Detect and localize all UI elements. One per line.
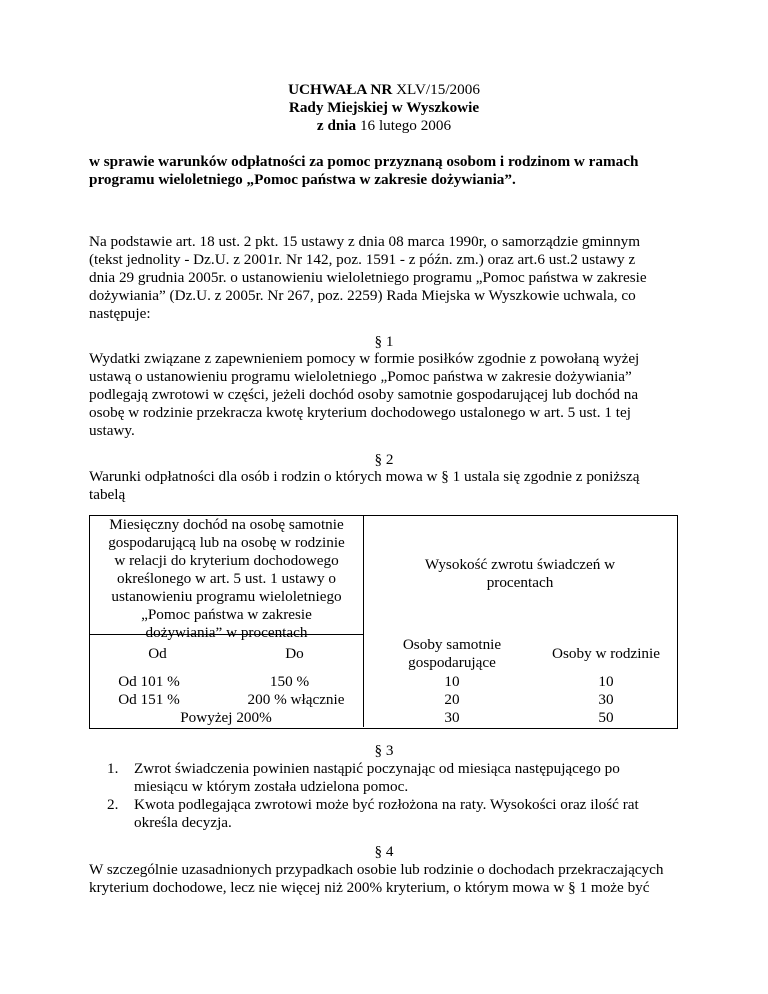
section-2-title: § 2 <box>374 451 394 468</box>
section-1-line: osobę w rodzinie przekracza kwotę kryterium dochodowego ustalonego w art. 5 ust. 1 tej <box>89 404 631 421</box>
left-header-line: „Pomoc państwa w zakresie <box>141 606 312 623</box>
left-header-line: gospodarującą lub na osobę w rodzinie <box>108 534 345 551</box>
list-item-2-line: Kwota podlegająca zwrotowi może być rozłożona na raty. Wysokości oraz ilość rat <box>134 796 639 813</box>
preamble-line: dnia 29 grudnia 2005r. o ustanowieniu wieloletniego programu „Pomoc państwa w zakresie <box>89 269 647 286</box>
preamble-line: dożywiania” (Dz.U. z 2005r. Nr 267, poz. 2259) Rada Miejska w Wyszkowie uchwala, co <box>89 287 636 304</box>
row-1-family: 10 <box>598 673 614 690</box>
section-4-line: kryterium dochodowe, lecz nie więcej niż 200% kryterium, o którym mowa w § 1 może być <box>89 879 650 896</box>
council-name: Rady Miejskiej w Wyszkowie <box>288 99 480 116</box>
right-header-line: Wysokość zwrotu świadczeń w <box>424 556 616 573</box>
section-1-line: ustawą o ustanowieniu programu wieloletniego „Pomoc państwa w zakresie dożywiania” <box>89 368 632 385</box>
section-4-line: W szczególnie uzasadnionych przypadkach osobie lub rodzinie o dochodach przekraczających <box>89 861 664 878</box>
row-3-range: Powyżej 200% <box>180 709 272 726</box>
col-header-do: Do <box>285 645 304 662</box>
section-4-title: § 4 <box>374 843 394 860</box>
col-header-od: Od <box>148 645 167 662</box>
subject-line-1: w sprawie warunków odpłatności za pomoc przyznaną osobom i rodzinom w ramach <box>89 153 639 170</box>
left-header-line: dożywiania” w procentach <box>145 624 308 641</box>
section-1-line: Wydatki związane z zapewnieniem pomocy w formie posiłków zgodnie z powołaną wyżej <box>89 350 640 367</box>
preamble-line: Na podstawie art. 18 ust. 2 pkt. 15 ustawy z dnia 08 marca 1990r, o samorządzie gminnym <box>89 233 641 250</box>
col-header-single <box>368 636 536 672</box>
preamble-line: następuje: <box>89 305 151 322</box>
col-header-family: Osoby w rodzinie <box>552 645 660 662</box>
col-header-single-line: gospodarujące <box>408 654 496 671</box>
row-1-do: 150 % <box>269 673 310 690</box>
list-item-1-line: miesiącu w którym została udzielona pomoc. <box>134 778 409 795</box>
row-2-od: Od 151 % <box>118 691 180 708</box>
left-header <box>90 516 363 642</box>
row-1-od: Od 101 % <box>118 673 180 690</box>
section-1-title: § 1 <box>374 333 394 350</box>
list-item-2-number: 2. <box>107 796 119 813</box>
section-1-line: ustawy. <box>89 422 135 439</box>
left-header-line: ustanowieniu programu wieloletniego <box>111 588 342 605</box>
row-1-single: 10 <box>444 673 460 690</box>
preamble-line: (tekst jednolity - Dz.U. z 2001r. Nr 142, poz. 1591 - z późn. zm.) oraz art.6 ust.2 ustawy z <box>89 251 636 268</box>
section-3-title: § 3 <box>374 742 394 759</box>
subject-line-2: programu wieloletniego „Pomoc państwa w zakresie dożywiania”. <box>89 171 516 188</box>
list-item-1-number: 1. <box>107 760 119 777</box>
row-2-do: 200 % włącznie <box>247 691 345 708</box>
date-label: z dnia <box>316 117 357 134</box>
row-3-family: 50 <box>598 709 614 726</box>
section-2-line: Warunki odpłatności dla osób i rodzin o których mowa w § 1 ustala się zgodnie z poniższą <box>89 468 640 485</box>
right-header <box>364 556 676 592</box>
col-header-single-line: Osoby samotnie <box>402 636 502 653</box>
left-header-line: Miesięczny dochód na osobę samotnie <box>109 516 344 533</box>
date-value: 16 lutego 2006 <box>359 117 452 134</box>
left-header-line: określonego w art. 5 ust. 1 ustawy o <box>117 570 336 587</box>
resolution-number <box>0 81 768 99</box>
right-header-line: procentach <box>486 574 554 591</box>
left-header-line: w relacji do kryterium dochodowego <box>114 552 339 569</box>
section-2-line: tabelą <box>89 486 126 503</box>
resolution-id: XLV/15/2006 <box>396 81 480 98</box>
resolution-date <box>0 117 768 135</box>
resolution-label: UCHWAŁA NR <box>288 81 393 98</box>
row-2-family: 30 <box>598 691 614 708</box>
table-divider-main <box>363 515 364 727</box>
list-item-2-line: określa decyzja. <box>134 814 232 831</box>
section-1-line: podlegają zwrotowi w części, jeżeli dochód osoby samotnie gospodarującej lub dochód na <box>89 386 639 403</box>
row-3-single: 30 <box>444 709 460 726</box>
list-item-1-line: Zwrot świadczenia powinien nastąpić poczynając od miesiąca następującego po <box>134 760 620 777</box>
row-2-single: 20 <box>444 691 460 708</box>
